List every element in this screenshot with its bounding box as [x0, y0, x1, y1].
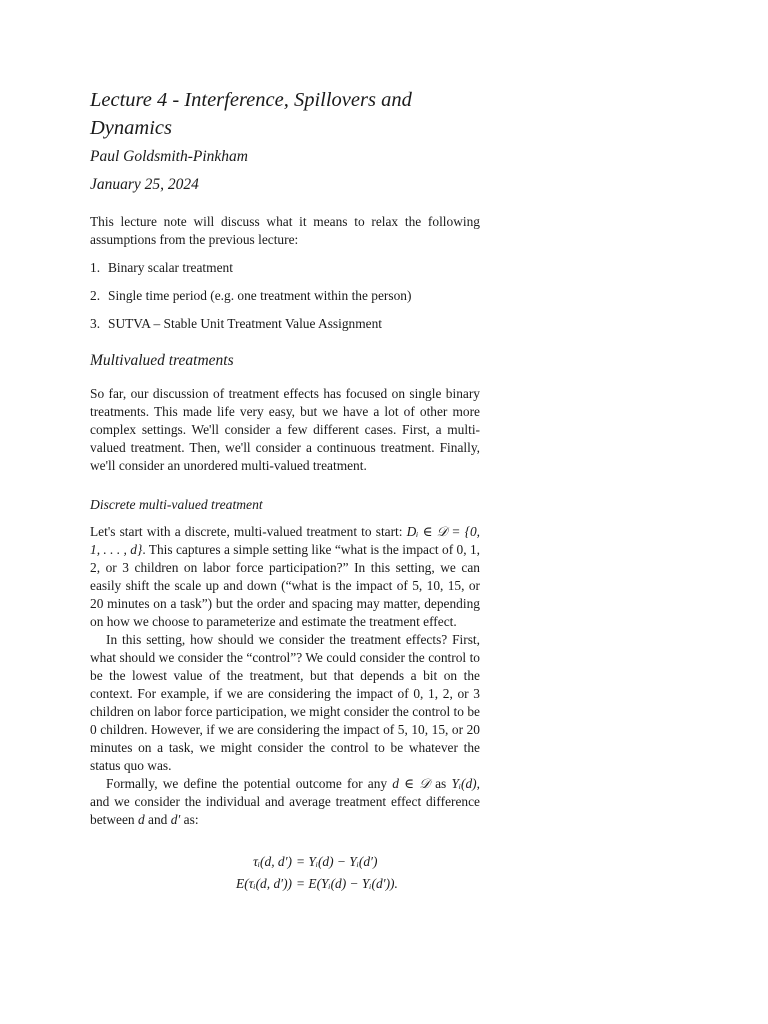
equation-rhs: = E(Yᵢ(d) − Yᵢ(d′)). [296, 876, 398, 891]
text-run: Formally, we define the potential outcome for any [106, 776, 393, 791]
subsection-paragraph-3 [90, 775, 480, 829]
equation-lhs: τᵢ(d, d′) [253, 854, 292, 869]
text-run: Let's start with a discrete, multi-valued treatment to start: [90, 524, 407, 539]
list-item-text: Binary scalar treatment [108, 260, 233, 275]
equation-row [180, 851, 480, 873]
list-item [90, 287, 480, 305]
list-item [90, 259, 480, 277]
list-item-text: SUTVA – Stable Unit Treatment Value Assignment [108, 316, 383, 331]
equation-block [180, 851, 480, 895]
assumption-list [90, 259, 480, 333]
list-item-number: 1. [90, 260, 101, 275]
math-inline: d [137, 812, 145, 827]
list-item-number: 3. [90, 316, 101, 331]
page-title: Lecture 4 - Interference, Spillovers and Dynamics [90, 89, 412, 139]
section-paragraph: So far, our discussion of treatment effects has focused on single binary treatments. This made life very easy, but we have a lot of other more complex settings. We'll consider a few different cases. First, a multi-valued treatment. Then, we'll consider a continuous treatment. Finally, we'll consider an unordered multi-valued treatment. [90, 386, 480, 473]
equation-rhs: = Yᵢ(d) − Yᵢ(d′) [296, 854, 378, 869]
list-item [90, 315, 480, 333]
text-run: . This captures a simple setting like “what is the impact of 0, 1, 2, or 3 children on labor force participation?” In this setting, we can easily shift the scale up and down (“what is the impact of 5, 10, 15, or 20 minutes on a task”) but the order and spacing may matter, depending on how we choose to parameterize and estimate the treatment effect. [90, 542, 480, 629]
section-heading: Multivalued treatments [90, 352, 234, 369]
equation-lhs: E(τᵢ(d, d′)) [236, 876, 292, 891]
document-date: January 25, 2024 [90, 176, 199, 193]
intro-paragraph: This lecture note will discuss what it means to relax the following assumptions from the previous lecture: [90, 214, 480, 247]
subsection-paragraph-2: In this setting, how should we consider the treatment effects? First, what should we consider the “control”? We could consider the control to be the lowest value of the treatment, but that depends a bit on the context. For example, if we are considering the impact of 0, 1, 2, or 3 children on labor force participation, we might consider the control to be 0 children. However, if we are considering the impact of 5, 10, 15, or 20 minutes on a task, we might consider the control to be whatever the status quo was. [90, 632, 480, 773]
list-item-text: Single time period (e.g. one treatment within the person) [108, 288, 412, 303]
math-inline: Yᵢ(d) [451, 776, 477, 791]
text-run: , and we consider the individual and average treatment effect difference between [90, 776, 480, 827]
document-page [90, 86, 480, 895]
text-run: and [144, 812, 171, 827]
author-name: Paul Goldsmith-Pinkham [90, 148, 248, 165]
math-inline: Dᵢ ∈ 𝒟 = {0, 1, . . . , d} [90, 524, 480, 557]
list-item-number: 2. [90, 288, 101, 303]
text-run: as [429, 776, 452, 791]
equation-row [180, 873, 480, 895]
subsection-paragraph-1 [90, 523, 480, 631]
text-run: as: [180, 812, 199, 827]
math-inline: d′ [170, 812, 181, 827]
subsection-heading: Discrete multi-valued treatment [90, 497, 263, 512]
math-inline: d ∈ 𝒟 [392, 776, 430, 791]
